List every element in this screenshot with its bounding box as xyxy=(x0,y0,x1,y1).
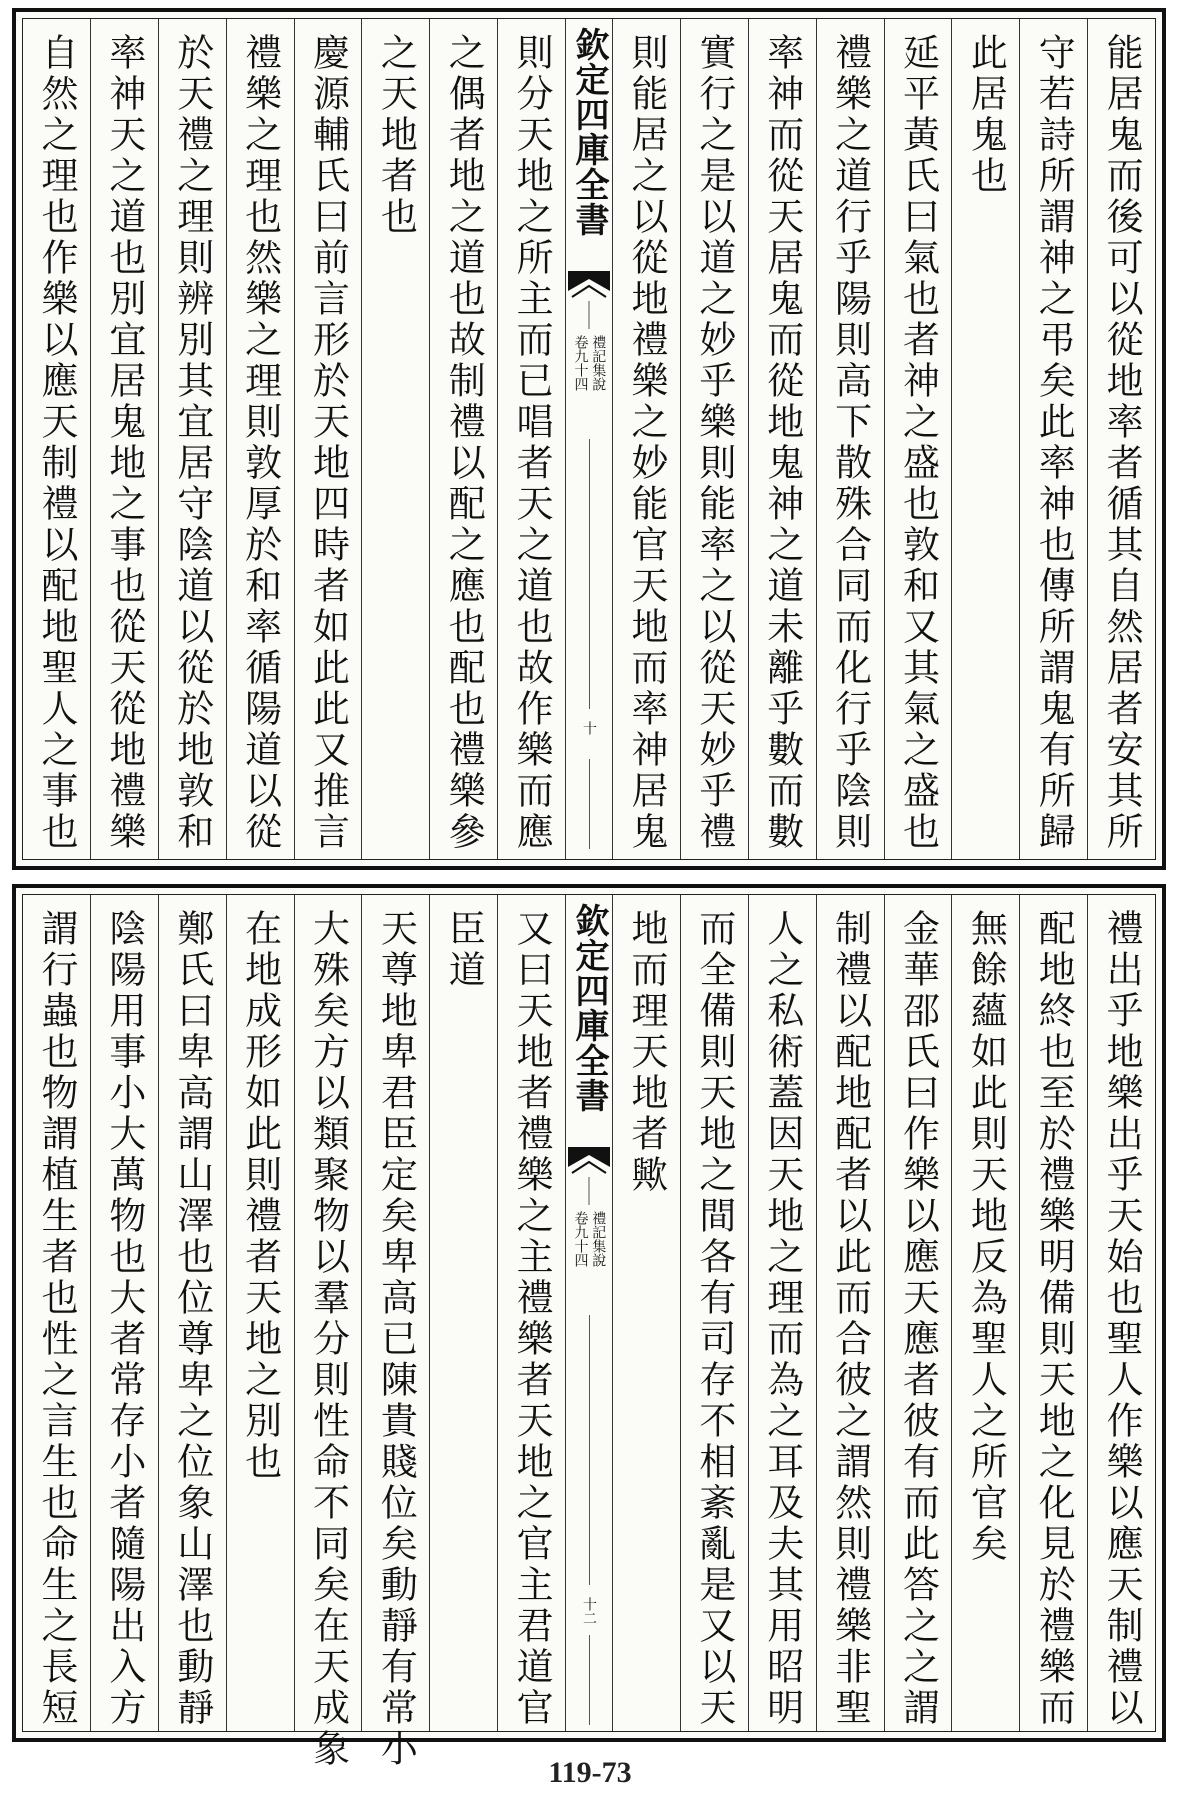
text-column xyxy=(951,895,1019,1731)
text-column xyxy=(680,19,748,859)
book-title xyxy=(566,27,612,237)
text-column xyxy=(361,19,429,859)
text-column xyxy=(1019,19,1087,859)
leaf-number xyxy=(566,721,612,735)
book-name: 禮記集說 xyxy=(590,335,607,391)
text-column xyxy=(226,19,294,859)
text-column xyxy=(884,19,952,859)
column-text: 天尊地卑君臣定矣卑高已陳貴賤位矣動靜有常小 xyxy=(374,909,418,1770)
volume-number: 卷九十四 xyxy=(572,1211,589,1267)
column-text: 無餘蘊如此則天地反為聖人之所官矣 xyxy=(964,909,1008,1565)
column-text: 在地成形如此則禮者天地之別也 xyxy=(238,909,282,1483)
text-column xyxy=(497,19,565,859)
text-column xyxy=(612,19,680,859)
text-column xyxy=(158,895,226,1731)
column-text: 人之私術蓋因天地之理而為之耳及夫其用昭明 xyxy=(760,909,804,1729)
book-title-text: 欽定四庫全書 xyxy=(569,903,609,1113)
text-column xyxy=(748,19,816,859)
column-text: 之天地者也 xyxy=(374,33,418,238)
text-column xyxy=(23,19,90,859)
top-page xyxy=(12,8,1166,870)
page-number: 119-73 xyxy=(548,1756,632,1789)
column-text: 於天禮之理則辨別其宜居守陰道以從於地敦和 xyxy=(170,33,214,853)
book-title-text: 欽定四庫全書 xyxy=(569,27,609,237)
column-text: 陰陽用事小大萬物也大者常存小者隨陽出入方 xyxy=(102,909,146,1729)
column-text: 禮樂之道行乎陽則高下散殊合同而化行乎陰則 xyxy=(828,33,872,853)
text-column xyxy=(1087,895,1155,1731)
text-column xyxy=(294,895,362,1770)
column-text: 之偶者地之道也故制禮以配之應也配也禮樂參 xyxy=(442,33,486,853)
column-text: 率神而從天居鬼而從地鬼神之道未離乎數而數 xyxy=(760,33,804,853)
column-text: 制禮以配地配者以此而合彼之謂然則禮樂非聖 xyxy=(828,909,872,1729)
text-column xyxy=(23,895,90,1731)
column-text: 延平黃氏曰氣也者神之盛也敦和又其氣之盛也 xyxy=(896,33,940,853)
column-text: 自然之理也作樂以應天制禮以配地聖人之事也 xyxy=(34,33,78,853)
fold-line xyxy=(589,759,590,849)
fishtail-mark-icon xyxy=(566,271,612,329)
text-column xyxy=(429,19,497,859)
leaf-number-text: 十二 xyxy=(581,1597,597,1625)
text-column xyxy=(90,19,158,859)
text-column xyxy=(680,895,748,1731)
fold-line xyxy=(589,1635,590,1725)
book-title xyxy=(566,903,612,1113)
text-column xyxy=(816,19,884,859)
column-text: 禮樂之理也然樂之理則敦厚於和率循陽道以從 xyxy=(238,33,282,853)
leaf-number-text: 十 xyxy=(581,721,597,735)
fold-line xyxy=(589,439,590,709)
center-fold xyxy=(565,19,612,859)
text-column xyxy=(748,895,816,1731)
text-column xyxy=(158,19,226,859)
column-text: 又曰天地者禮樂之主禮樂者天地之官主君道官 xyxy=(510,909,554,1729)
column-text: 大殊矣方以類聚物以羣分則性命不同矣在天成象 xyxy=(306,909,350,1770)
column-text: 而全備則天地之間各有司存不相紊亂是又以天 xyxy=(692,909,736,1729)
fold-line xyxy=(589,1315,590,1585)
bottom-page xyxy=(12,884,1166,1770)
top-page-columns xyxy=(22,18,1156,860)
column-text: 實行之是以道之妙乎樂則能率之以從天妙乎禮 xyxy=(692,33,736,853)
column-text: 率神天之道也別宜居鬼地之事也從天從地禮樂 xyxy=(102,33,146,853)
volume-number: 卷九十四 xyxy=(572,335,589,391)
column-text: 守若詩所謂神之弔矣此率神也傳所謂鬼有所歸 xyxy=(1032,33,1076,853)
fishtail-mark-icon xyxy=(566,1147,612,1205)
column-text: 則分天地之所主而已唱者天之道也故作樂而應 xyxy=(510,33,554,853)
volume-info xyxy=(570,335,608,391)
column-text: 金華邵氏曰作樂以應天應者彼有而此答之之謂 xyxy=(896,909,940,1729)
volume-info xyxy=(570,1211,608,1267)
column-text: 臣道 xyxy=(442,909,486,991)
column-text: 鄭氏曰卑高謂山澤也位尊卑之位象山澤也動靜 xyxy=(170,909,214,1729)
column-text: 配地終也至於禮樂明備則天地之化見於禮樂而 xyxy=(1032,909,1076,1729)
center-fold xyxy=(565,895,612,1731)
text-column xyxy=(951,19,1019,859)
column-text: 謂行蟲也物謂植生者也性之言生也命生之長短 xyxy=(34,909,78,1729)
column-text: 此居鬼也 xyxy=(964,33,1008,197)
text-column xyxy=(1087,19,1155,859)
column-text: 慶源輔氏曰前言形於天地四時者如此此又推言 xyxy=(306,33,350,853)
column-text: 則能居之以從地禮樂之妙能官天地而率神居鬼 xyxy=(624,33,668,853)
text-column xyxy=(497,895,565,1731)
text-column xyxy=(361,895,429,1770)
text-column xyxy=(612,895,680,1731)
text-column xyxy=(816,895,884,1731)
text-column xyxy=(1019,895,1087,1731)
leaf-number xyxy=(566,1597,612,1625)
column-text: 能居鬼而後可以從地率者循其自然居者安其所 xyxy=(1100,33,1144,853)
text-column xyxy=(294,19,362,859)
column-text: 地而理天地者歟 xyxy=(624,909,668,1196)
bottom-page-columns xyxy=(22,894,1156,1770)
book-name: 禮記集說 xyxy=(590,1211,607,1267)
text-column xyxy=(884,895,952,1731)
column-text: 禮出乎地樂出乎天始也聖人作樂以應天制禮以 xyxy=(1100,909,1144,1729)
text-column xyxy=(429,895,497,1731)
text-column xyxy=(226,895,294,1731)
text-column xyxy=(90,895,158,1731)
